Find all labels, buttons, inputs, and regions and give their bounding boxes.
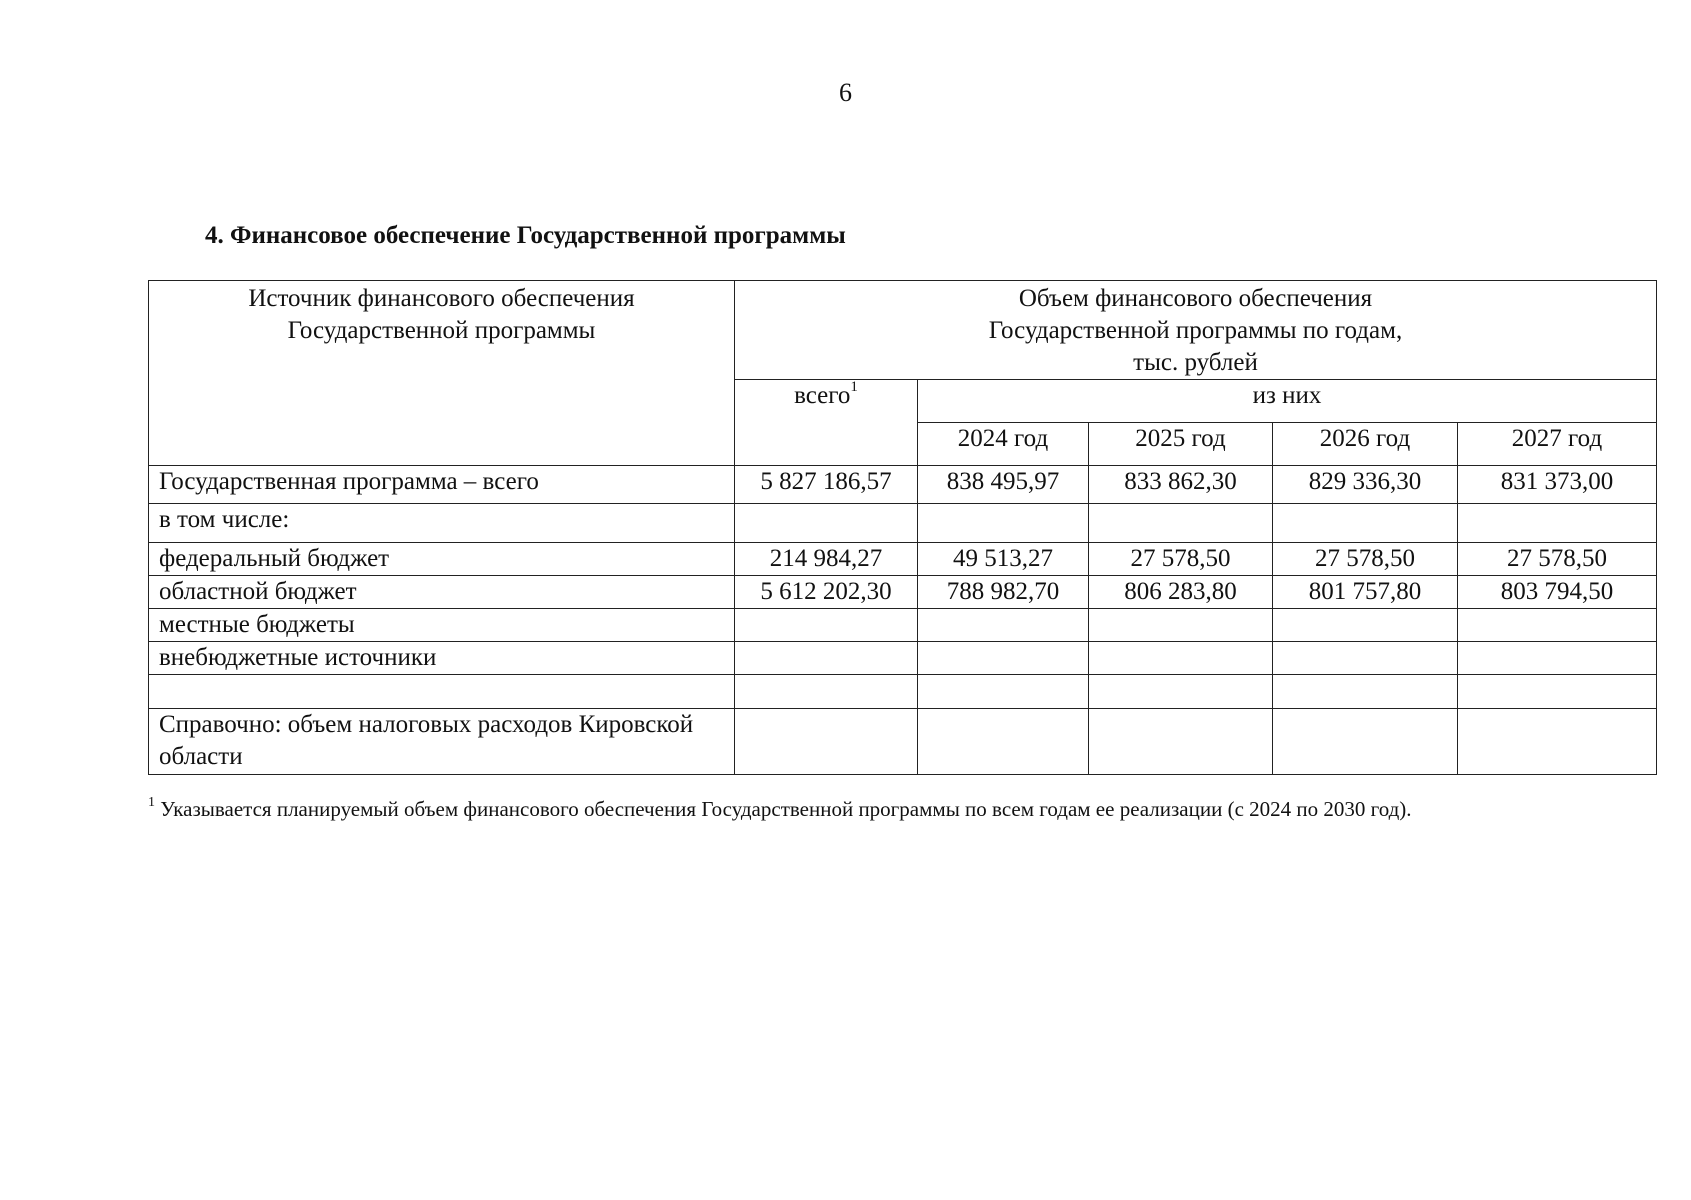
cell-2027: 831 373,00 [1458,466,1657,504]
cell-2027 [1458,709,1657,775]
of-which-header: из них [918,380,1657,423]
cell-2024 [918,504,1089,543]
volume-header-line: Государственной программы по годам, [988,317,1403,344]
row-label: областной бюджет [149,576,735,609]
financing-table [148,280,1657,775]
source-column-header [149,281,735,466]
cell-2027 [1458,504,1657,543]
year-header: 2027 год [1458,423,1657,466]
cell-total [735,609,918,642]
cell-total [735,675,918,709]
cell-total: 5 827 186,57 [735,466,918,504]
table-row [149,642,1657,675]
cell-2026 [1273,709,1458,775]
cell-2026 [1273,609,1458,642]
volume-header-line: Объем финансового обеспечения [1018,285,1373,312]
year-header: 2025 год [1089,423,1273,466]
row-label: в том числе: [149,504,735,543]
row-label: местные бюджеты [149,609,735,642]
section-heading: 4. Финансовое обеспечение Государственной программы [205,222,846,249]
total-header-label: всего [794,382,851,409]
cell-2026 [1273,675,1458,709]
cell-2027: 803 794,50 [1458,576,1657,609]
cell-2025 [1089,504,1273,543]
cell-2027: 27 578,50 [1458,543,1657,576]
table-header-row [149,281,1657,380]
cell-2025: 27 578,50 [1089,543,1273,576]
cell-2027 [1458,675,1657,709]
footnote-mark: 1 [148,795,155,810]
table-row [149,609,1657,642]
cell-2024: 788 982,70 [918,576,1089,609]
table-row [149,709,1657,775]
cell-2025 [1089,675,1273,709]
source-header-line: Источник финансового обеспечения [248,285,635,312]
cell-2024: 838 495,97 [918,466,1089,504]
table-row [149,466,1657,504]
footnote [148,797,1412,822]
row-label: федеральный бюджет [149,543,735,576]
page-number: 6 [839,78,852,107]
source-header-line: Государственной программы [287,317,596,344]
year-header: 2024 год [918,423,1089,466]
cell-2025: 806 283,80 [1089,576,1273,609]
table-row [149,576,1657,609]
cell-2024 [918,642,1089,675]
cell-total [735,642,918,675]
cell-2024: 49 513,27 [918,543,1089,576]
volume-column-header [735,281,1657,380]
cell-2025: 833 862,30 [1089,466,1273,504]
table-row [149,543,1657,576]
table-row [149,675,1657,709]
cell-total [735,504,918,543]
cell-total: 214 984,27 [735,543,918,576]
cell-2027 [1458,642,1657,675]
row-label: внебюджетные источники [149,642,735,675]
volume-header-line: тыс. рублей [1133,349,1258,376]
footnote-mark: 1 [850,379,858,395]
cell-2027 [1458,609,1657,642]
cell-2025 [1089,709,1273,775]
footnote-text: Указывается планируемый объем финансового обеспечения Государственной программы по всем годам ее реализации (с 2024 по 2030 год). [160,797,1412,821]
cell-2026: 27 578,50 [1273,543,1458,576]
cell-2025 [1089,609,1273,642]
cell-total: 5 612 202,30 [735,576,918,609]
cell-total [735,709,918,775]
cell-2024 [918,609,1089,642]
cell-2026: 801 757,80 [1273,576,1458,609]
row-label: Справочно: объем налоговых расходов Кировской области [149,709,735,775]
cell-2026: 829 336,30 [1273,466,1458,504]
cell-2026 [1273,642,1458,675]
cell-2024 [918,709,1089,775]
row-label [149,675,735,709]
table-row [149,504,1657,543]
cell-2026 [1273,504,1458,543]
cell-2024 [918,675,1089,709]
row-label: Государственная программа – всего [149,466,735,504]
year-header: 2026 год [1273,423,1458,466]
total-column-header [735,380,918,466]
cell-2025 [1089,642,1273,675]
